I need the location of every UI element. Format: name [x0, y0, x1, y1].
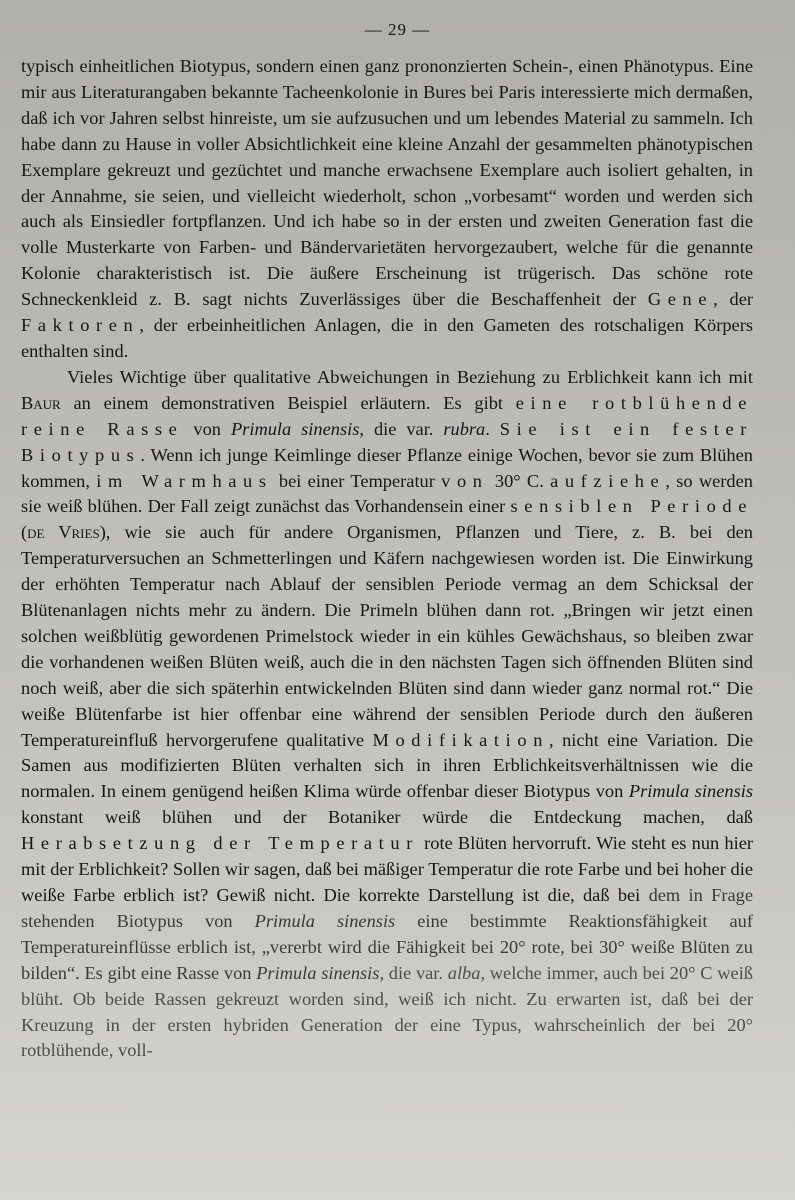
text-run: , welche immer, auch bei 20° C weiß blüht. Ob beide Rassen gekreuzt worden sind, weiß ich nicht. Zu erwarten ist, daß bei der Kreuzung in der ersten hybriden Generation der eine Typus, wahrscheinlich der bei 20° rotblühende, voll-	[21, 962, 753, 1061]
text-run: Modifikation	[372, 729, 550, 750]
paragraph	[21, 54, 753, 365]
text-run: von	[183, 418, 231, 439]
text-run: rote Blüten hervorruft. Wie steht es nun hier mit der Erblichkeit? Sollen wir sagen, daß bei mäßiger Temperatur die rote Farbe und bei hoher die weiße Farbe erblich ist? Gewiß nicht. Die korrekte Darstellung ist die, daß bei	[21, 833, 753, 905]
text-run: .	[485, 418, 500, 439]
text-run: . Wenn ich junge Keimlinge dieser Pflanze einige Wochen, bevor sie zum Blühen kommen,	[21, 444, 753, 491]
text-run: Faktoren	[21, 315, 140, 336]
text-run: Primula sinensis	[254, 910, 396, 931]
text-run: Baur	[21, 392, 61, 413]
text-run: Herabsetzung der Temperatur	[21, 833, 419, 854]
text-run: sensiblen Periode	[510, 496, 753, 517]
body-text	[21, 54, 753, 1064]
text-run: typisch einheitlichen Biotypus, sondern einen ganz prononzierten Schein-, einen Phänotypus. Eine mir aus Literaturangaben bekannte Tacheenkolonie in Bures bei Paris interessierte mich dermaßen, daß ich vor Jahren selbst hinreiste, um sie aufzusuchen und um lebendes Material zu sammeln. Ich habe dann zu Hause in voller Absichtlichkeit eine kleine Anzahl der gesammelten phänotypischen Exemplare gekreuzt und gezüchtet und manche erwachsene Exemplare auch isoliert gehalten, in der Annahme, sie seien, und vielleicht wiederholt, schon „vorbesamt“ worden und werden sich auch als Einsiedler fortpflanzen. Und ich habe so in der ersten und zweiten Generation fast die volle Musterkarte von Farben- und Bändervarietäten hervorgezaubert, welche für die genannte Kolonie charakteristisch ist. Die äußere Erscheinung ist trügerisch. Das schöne rote Schneckenkleid z. B. sagt nichts Zuverlässiges über die Beschaffenheit der	[21, 56, 753, 310]
text-run: eine rotblühende reine Rasse	[21, 392, 753, 439]
text-run: , die var.	[379, 962, 448, 983]
text-run: Sie ist ein fester Biotypus	[21, 418, 754, 465]
text-run: bei einer Temperatur	[272, 470, 442, 491]
text-run: 30° C.	[488, 470, 551, 491]
text-run: aufziehe	[550, 470, 666, 491]
text-run: , so werden sie weiß blühen. Der Fall zeigt zunächst das Vorhandensein einer	[21, 470, 753, 517]
text-run: eine bestimmte Reaktionsfähigkeit auf Temperatureinflüsse erblich ist, „vererbt wird die Fähigkeit bei 20° rote, bei 30° weiße Blüten zu bilden“. Es gibt eine Rasse von	[21, 910, 753, 983]
text-run: Vieles Wichtige über qualitative Abweichungen in Beziehung zu Erblichkeit kann ich mit	[67, 366, 753, 387]
paragraph	[21, 365, 753, 1064]
text-run: de Vries	[27, 522, 100, 543]
text-run: im Warmhaus	[96, 470, 273, 491]
text-run: Primula sinensis	[628, 781, 754, 802]
text-run: rubra	[443, 418, 486, 439]
text-run: Primula sinensis	[230, 418, 360, 439]
text-run: , der erbeinheitlichen Anlagen, die in den Gameten des rotschaligen Körpers enthalten sind.	[21, 315, 753, 361]
text-run: , die var.	[359, 418, 444, 439]
text-run: ), wie sie auch für andere Organismen, Pflanzen und Tiere, z. B. bei den Temperaturversuchen an Schmetterlingen und Käfern nachgewiesen worden ist. Die Einwirkung der erhöhten Temperatur nach Ablauf der sensiblen Periode vermag an dem Schicksal der Blütenanlagen nichts mehr zu ändern. Die Primeln blühen dann rot. „Bringen wir jetzt einen solchen weißblütig gewordenen Primelstock wieder in ein kühles Gewächshaus, so bleiben zwar die vorhandenen weißen Blüten weiß, auch die in den nächsten Tagen sich öffnenden Blüten sind noch weiß, aber die sich späterhin entwickelnden Blüten sind dann wieder ganz normal rot.“ Die weiße Blütenfarbe ist hier offenbar eine während der sensiblen Periode durch den äußeren Temperatureinfluß hervorgerufene qualitative	[21, 522, 754, 750]
page-number: — 29 —	[364, 20, 431, 39]
text-run: , der	[713, 289, 753, 310]
text-run: (	[21, 522, 28, 543]
text-run: Primula sinensis	[256, 962, 380, 983]
text-run: Gene	[647, 289, 714, 310]
text-run: , nicht eine Variation. Die Samen aus modifizierten Blüten verhalten sich in ihren Erblichkeitsverhältnissen wie die normalen. In einem genügend heißen Klima würde offenbar dieser Biotypus von	[21, 729, 754, 802]
text-run: an einem demonstrativen Beispiel erläutern. Es gibt	[60, 392, 516, 413]
text-run: dem in Frage stehenden Biotypus von	[21, 885, 753, 931]
text-run: alba	[447, 962, 481, 983]
text-run: von	[441, 470, 489, 491]
text-run: konstant weiß blühen und der Botaniker würde die Entdeckung machen, daß	[21, 807, 753, 828]
